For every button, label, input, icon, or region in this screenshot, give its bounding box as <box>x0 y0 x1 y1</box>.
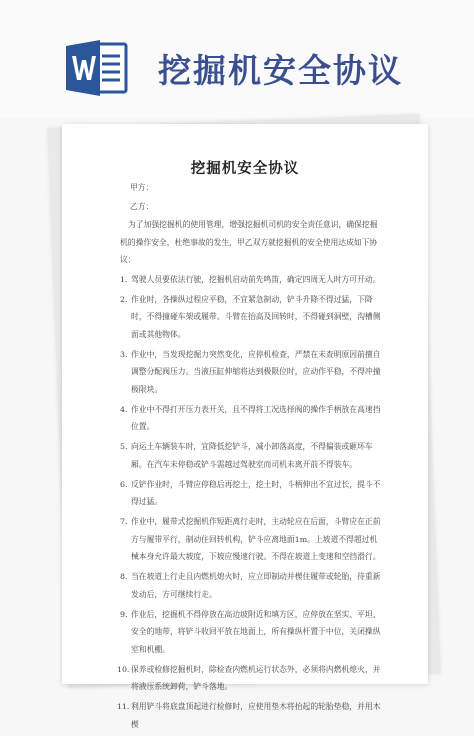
clause-text: 作业时，各操纵过程应平稳，不宜紧急制动，铲斗升降不得过猛，下降时，不得撞碰车架或履带。斗臂在抬高及回转时，不得碰到洞壁，沟槽侧面或其他物体。 <box>131 294 381 339</box>
clause-1 <box>120 271 382 289</box>
party-b-label: 乙方： <box>130 202 154 211</box>
clause-number: 8. <box>120 572 128 581</box>
clause-number: 3. <box>120 349 128 359</box>
clause-text: 作业中，履带式挖掘机作短距离行走时，主动轮应在后面，斗臂应在正前方与履带平行，制动住回转机构，铲斗应离地面1m。上坡道不得超过机械本身允许最大坡度，下坡应慢速行驶。不得在坡道上变速和空挡滑行。 <box>131 517 381 561</box>
banner-header <box>0 0 474 118</box>
party-a-label: 甲方： <box>130 183 154 192</box>
clause-6 <box>120 476 382 511</box>
clause-9 <box>120 606 382 659</box>
microsoft-word-icon <box>66 38 128 98</box>
clause-text: 作业中，当发现挖掘力突然变化，应停机检查，严禁在未查明原因前擅自调整分配阀压力。当液压缸伸缩将达到极限位时，应动作平稳，不得冲撞极限块。 <box>131 349 381 394</box>
clause-text: 反铲作业时，斗臂应停稳后再挖土，挖土时，斗柄伸出不宜过长，提斗不得过猛。 <box>131 479 381 506</box>
clause-text: 作业后，挖掘机不得停放在高边坡附近和填方区，应停放在坚实、平坦、安全的地带，将铲斗收回平放在地面上，所有操纵杆置于中位，关闭操纵室和机棚。 <box>131 609 381 654</box>
clause-number: 1. <box>120 274 128 284</box>
document-title: 挖掘机安全协议 <box>190 160 300 177</box>
clause-number: 10. <box>117 664 130 674</box>
clause-number: 9. <box>120 609 128 619</box>
clause-11 <box>117 698 382 733</box>
document-page <box>62 124 428 729</box>
clause-5 <box>120 438 382 473</box>
clause-text: 向运土车辆装车时，宜降低挖铲斗，减小卸落高度，不得偏装或砸坏车厢。在汽车未停稳或铲斗需越过驾驶室而司机未离开前不得装车。 <box>131 442 373 469</box>
clause-number: 4. <box>120 404 128 414</box>
clause-7 <box>120 513 382 566</box>
clause-text: 保养或检修挖掘机时，除检查内燃机运行状态外，必须将内燃机熄火，并将液压系统卸荷，铲斗落地。 <box>131 664 381 691</box>
clause-number: 5. <box>120 442 128 451</box>
clause-number: 6. <box>120 479 128 489</box>
clause-text: 利用铲斗将底盘顶起进行检修时，应使用垫木将抬起的轮胎垫稳，并用木楔 <box>131 702 381 729</box>
intro-paragraph: 为了加强挖掘机的使用管理，增强挖掘机司机的安全责任意识，确保挖掘机的操作安全，杜绝事故的发生，甲乙双方就挖掘机的安全使用达成如下协议： <box>120 220 378 264</box>
agreement-body <box>117 216 382 736</box>
clause-10 <box>117 661 382 696</box>
clause-number: 2. <box>120 294 128 304</box>
clause-number: 7. <box>120 517 128 526</box>
clause-4 <box>120 401 382 436</box>
clause-text: 作业中不得打开压力表开关，且不得将工况选择阀的操作手柄放在高速挡位置。 <box>131 404 381 431</box>
clause-2 <box>120 291 382 344</box>
banner-title: 挖掘机安全协议 <box>158 51 403 90</box>
clause-text: 当在坡道上行走且内燃机熄火时，应立即制动并楔住履带或轮胎，待重新发动后，方可继续行走。 <box>131 572 381 599</box>
clause-number: 11. <box>117 702 130 711</box>
clause-3 <box>120 346 382 399</box>
clause-8 <box>120 568 382 603</box>
clause-text: 驾驶人员要依法行驶，挖掘机启动前先鸣笛，确定四周无人时方可开动。 <box>131 274 381 284</box>
